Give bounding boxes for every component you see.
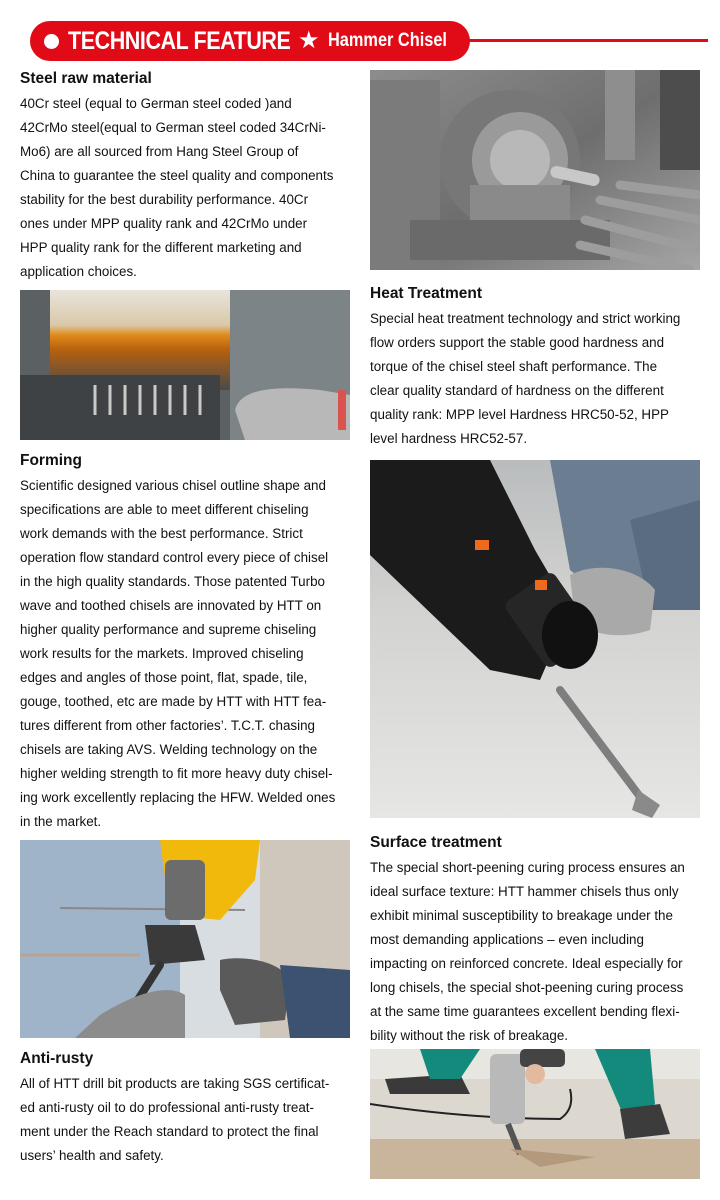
section-heading: Forming [20, 452, 82, 469]
banner-title: TECHNICAL FEATURE [68, 26, 291, 55]
text-line: higher quality performance and supreme chiseling [20, 622, 317, 637]
text-line: The special short-peening curing process ensures an [370, 860, 685, 875]
text-line: ideal surface texture: HTT hammer chisels thus only [370, 884, 679, 899]
section-heading: Steel raw material [20, 70, 152, 87]
text-line: ment under the Reach standard to protect the final [20, 1124, 319, 1139]
text-line: All of HTT drill bit products are taking SGS certificat- [20, 1076, 330, 1091]
bullet-circle-icon [44, 34, 59, 49]
floor-tile-removal-photo [370, 1049, 700, 1179]
heat-treatment-furnace-photo [20, 290, 350, 440]
text-line: chisels are taking AVS. Welding technology on the [20, 742, 318, 757]
text-line: tures different from other factories’. T.C.T. chasing [20, 718, 315, 733]
text-line: in the market. [20, 814, 102, 829]
section-heading: Heat Treatment [370, 285, 482, 302]
text-line: application choices. [20, 264, 137, 279]
text-line: ones under MPP quality rank and 42CrMo under [20, 216, 308, 231]
section-forming [20, 451, 360, 834]
hammer-drill-chiseling-concrete-photo [370, 460, 700, 818]
text-line: Special heat treatment technology and strict working [370, 311, 681, 326]
text-line: users’ health and safety. [20, 1148, 164, 1163]
section-surface-treatment [370, 833, 710, 1048]
yellow-hammer-drill-wall-photo [20, 840, 350, 1038]
text-line: 42CrMo steel(equal to German steel coded 34CrNi- [20, 120, 326, 135]
text-line: 40Cr steel (equal to German steel coded )and [20, 96, 292, 111]
text-line: specifications are able to meet different chiseling [20, 502, 309, 517]
text-line: quality rank: MPP level Hardness HRC50-52, HPP [370, 407, 669, 422]
text-line: most demanding applications – even including [370, 932, 644, 947]
text-line: long chisels, the special shot-peening curing process [370, 980, 684, 995]
text-line: work demands with the best performance. Strict [20, 526, 303, 541]
text-line: Mo6) are all sourced from Hang Steel Group of [20, 144, 299, 159]
text-line: HPP quality rank for the different marketing and [20, 240, 302, 255]
text-line: work results for the markets. Improved chiseling [20, 646, 304, 661]
text-line: exhibit minimal susceptibility to breakage under the [370, 908, 673, 923]
section-body [20, 92, 360, 284]
banner-divider-line [468, 39, 708, 42]
section-heading: Surface treatment [370, 834, 502, 851]
text-line: flow orders support the stable good hardness and [370, 335, 665, 350]
section-banner [30, 21, 470, 61]
text-line: level hardness HRC52-57. [370, 431, 528, 446]
text-line: ing work excellently replacing the HFW. Welded ones [20, 790, 336, 805]
text-line: ed anti-rusty oil to do professional anti-rusty treat- [20, 1100, 314, 1115]
text-line: operation flow standard control every piece of chisel [20, 550, 329, 565]
section-heading: Anti-rusty [20, 1050, 94, 1067]
text-line: clear quality standard of hardness on the different [370, 383, 664, 398]
section-body [20, 474, 360, 834]
text-line: wave and toothed chisels are innovated by HTT on [20, 598, 322, 613]
banner-subtitle: Hammer Chisel [327, 30, 447, 51]
section-steel-raw-material [20, 69, 360, 284]
section-heat-treatment [370, 284, 710, 451]
section-body [370, 856, 710, 1048]
section-anti-rusty [20, 1049, 360, 1168]
text-line: Scientific designed various chisel outline shape and [20, 478, 326, 493]
lathe-machining-photo [370, 70, 700, 270]
text-line: at the same time guarantees excellent bending flexi- [370, 1004, 680, 1019]
text-line: gouge, toothed, etc are made by HTT with HTT fea- [20, 694, 327, 709]
text-line: impacting on reinforced concrete. Ideal especially for [370, 956, 683, 971]
section-body [370, 307, 710, 451]
text-line: bility without the risk of breakage. [370, 1028, 568, 1043]
text-line: edges and angles of those point, flat, spade, tile, [20, 670, 308, 685]
text-line: China to guarantee the steel quality and components [20, 168, 334, 183]
text-line: torque of the chisel steel shaft performance. The [370, 359, 658, 374]
star-icon: ★ [298, 27, 320, 54]
text-line: stability for the best durability performance. 40Cr [20, 192, 309, 207]
text-line: in the high quality standards. Those patented Turbo [20, 574, 325, 589]
section-body [20, 1072, 360, 1168]
text-line: higher welding strength to fit more heavy duty chisel- [20, 766, 333, 781]
